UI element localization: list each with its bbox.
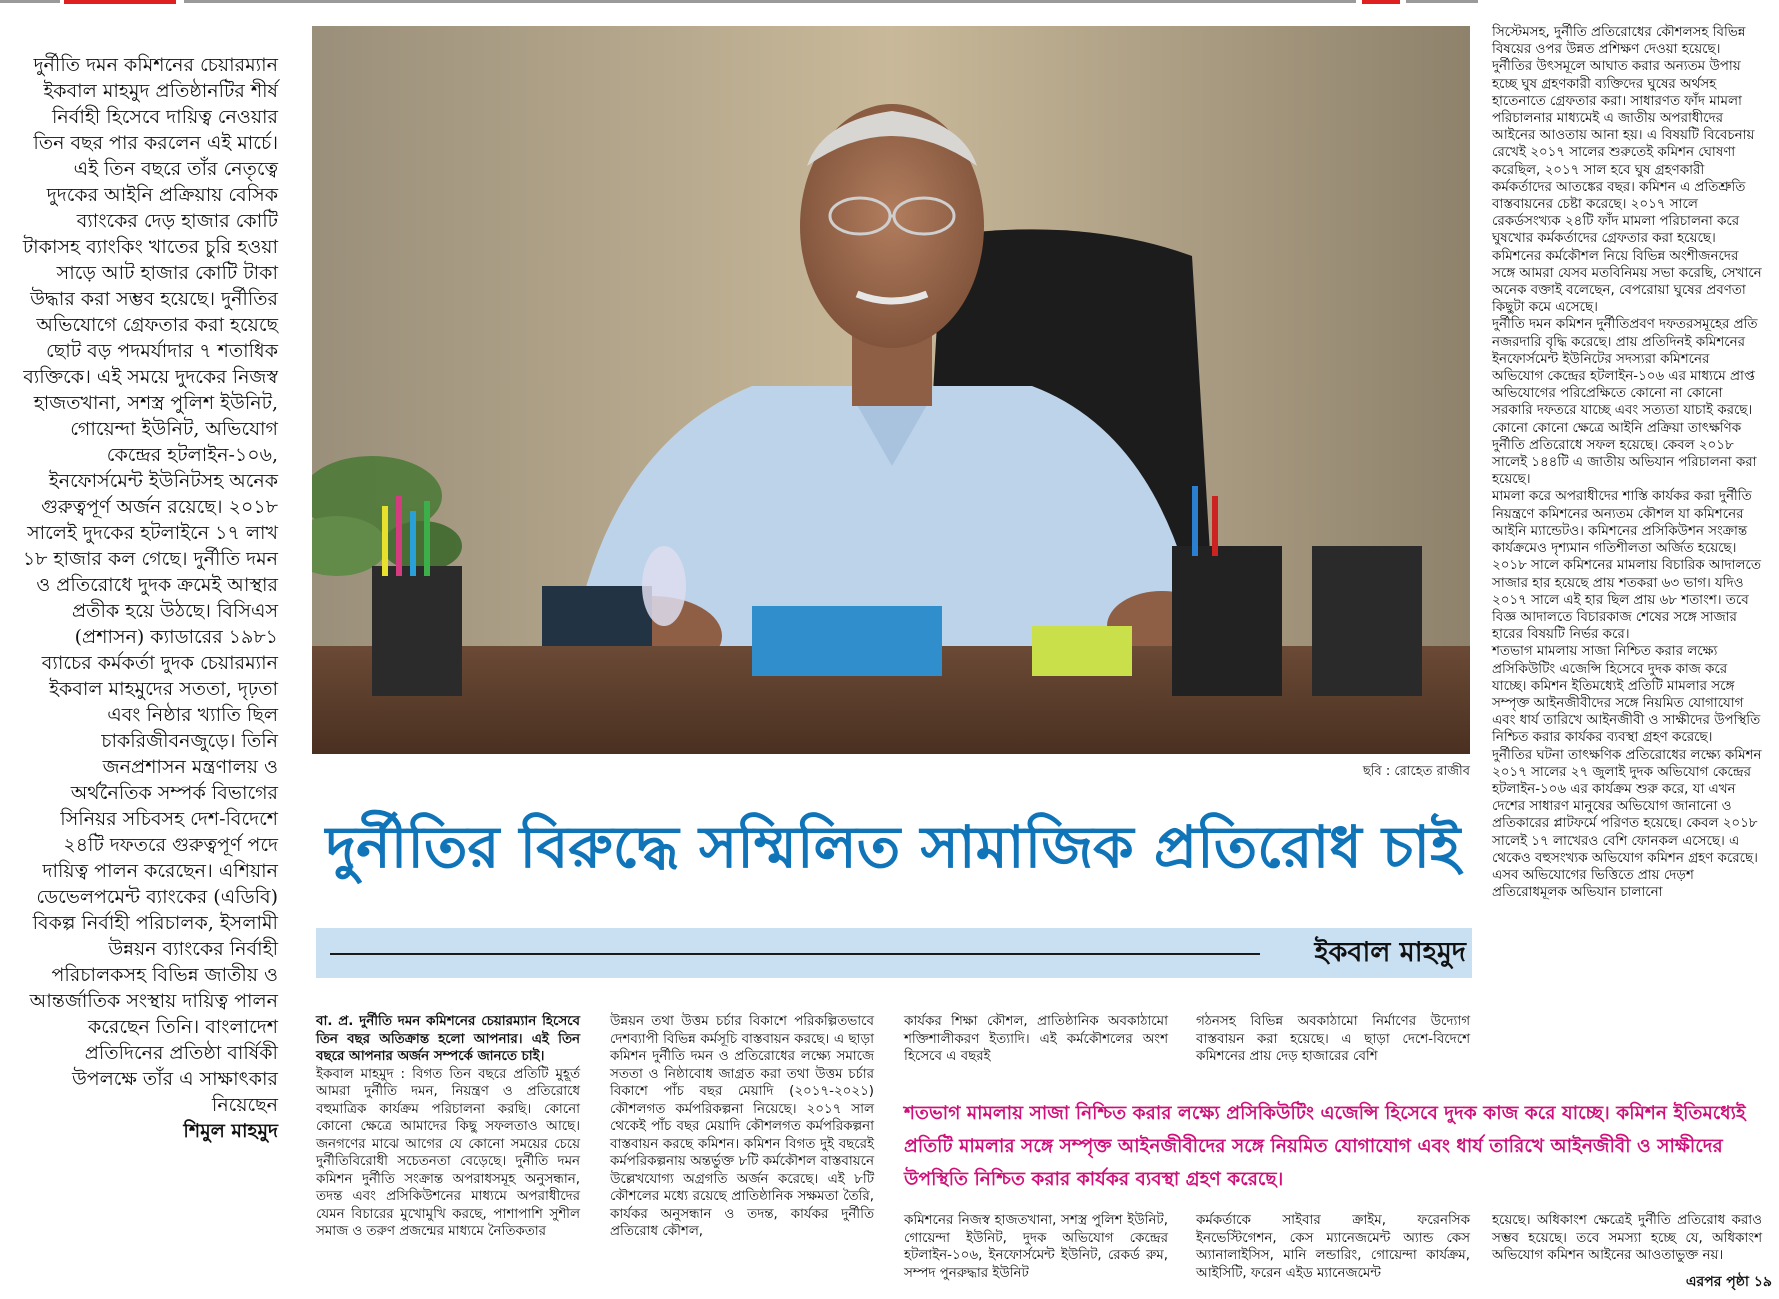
column-2-text: উন্নয়ন তথা উত্তম চর্চার বিকাশে পরিকল্পিতভাবে দেশব্যাপী বিভিন্ন কর্মসূচি বাস্তবায়ন করছে। এ ছাড়া কমিশন দুর্নীতি দমন ও প্রতিরোধের লক্ষ্যে সমাজে সততা ও নিষ্ঠাবোধ জাগ্রত করা তথা উত্তম চর্চার বিকাশে পাঁচ বছর মেয়াদি (২০১৭-২০২১) কৌশলগত কর্মপরিকল্পনা নিয়েছে। ২০১৭ সাল থেকেই পাঁচ বছর মেয়াদি কৌশলগত কর্মপরিকল্পনা বাস্তবায়ন করছে কমিশন। কমিশন বিগত দুই বছরেই কর্মপরিকল্পনায় অন্তর্ভুক্ত ৮টি কর্মকৌশল বাস্তবায়নে উল্লেখযোগ্য অগ্রগতি অর্জন করেছে। এই ৮টি কৌশলের মধ্যে রয়েছে প্রাতিষ্ঠানিক সক্ষমতা তৈরি, কার্যকর অনুসন্ধান ও তদন্ত, কার্যকর দুর্নীতি প্রতিরোধ কৌশল, — [610, 1014, 874, 1239]
byline-rule — [330, 953, 1260, 955]
intro-column — [20, 52, 278, 1144]
portrait-photo — [312, 26, 1470, 754]
pull-quote — [904, 1097, 1776, 1196]
column-3-top-text: কার্যকর শিক্ষা কৌশল, প্রাতিষ্ঠানিক অবকাঠামো শক্তিশালীকরণ ইত্যাদি। এই কর্মকৌশলের অংশ হিসেবে এ বছরই — [904, 1014, 1168, 1064]
right-para-2: দুর্নীতির উৎসমূলে আঘাত করার অন্যতম উপায় হচ্ছে ঘুষ গ্রহণকারী ব্যক্তিদের ঘুষের অর্থসহ হাতেনাতে গ্রেফতার করা। সাধারণত ফাঁদ মামলা পরিচালনার মাধ্যমেই এ জাতীয় অপরাধীদের আইনের আওতায় আনা হয়। এ বিষয়টি বিবেচনায় রেখেই ২০১৭ সালের শুরুতেই কমিশন ঘোষণা করেছিল, ২০১৭ সাল হবে ঘুষ গ্রহণকারী কর্মকর্তাদের আতঙ্কের বছর। কমিশন এ প্রতিশ্রুতি বাস্তবায়নের চেষ্টা করেছে। ২০১৭ সালে রেকর্ডসংখ্যক ২৪টি ফাঁদ মামলা পরিচালনা করে ঘুষখোর কর্মকর্তাদের গ্রেফতার করা হয়েছে। — [1492, 59, 1755, 247]
section-tab-right — [1362, 0, 1400, 4]
column-4-bottom-text: কর্মকর্তাকে সাইবার ক্রাইম, ফরেনসিক ইনভেস্টিগেশন, কেস ম্যানেজমেন্ট অ্যান্ড কেস অ্যানালাইসিস, মানি লন্ডারিং, গোয়েন্দা কার্যক্রম, আইসিটি, ফরেন এইড ম্যানেজমেন্ট — [1196, 1213, 1470, 1281]
body-column-3-bottom — [904, 1212, 1168, 1282]
column-5-bottom-text: হয়েছে। অধিকাংশ ক্ষেত্রেই দুর্নীতি প্রতিরোধ করাও সম্ভব হয়েছে। তবে সমস্যা হচ্ছে যে, অধিকাংশ অভিযোগ কমিশন আইনের আওতাভুক্ত নয়। — [1492, 1213, 1762, 1263]
headline: দুর্নীতির বিরুদ্ধে সম্মিলিত সামাজিক প্রতিরোধ চাই — [325, 813, 1461, 881]
top-rule-left — [0, 0, 60, 3]
reporter-name: শিমুল মাহমুদ — [183, 1120, 278, 1142]
body-column-1 — [316, 1013, 580, 1241]
right-para-1: সিস্টেমসহ, দুর্নীতি প্রতিরোধের কৌশলসহ বিভিন্ন বিষয়ের ওপর উন্নত প্রশিক্ষণ দেওয়া হয়েছে। — [1492, 25, 1746, 58]
body-column-2 — [610, 1013, 874, 1241]
intro-text: দুর্নীতি দমন কমিশনের চেয়ারম্যান ইকবাল মাহমুদ প্রতিষ্ঠানটির শীর্ষ নির্বাহী হিসেবে দায়িত্ব নেওয়ার তিন বছর পার করলেন এই মার্চে। এই তিন বছরে তাঁর নেতৃত্বে দুদকের আইনি প্রক্রিয়ায় বেসিক ব্যাংকের দেড় হাজার কোটি টাকাসহ ব্যাংকিং খাতের চুরি হওয়া সাড়ে আট হাজার কোটি টাকা উদ্ধার করা সম্ভব হয়েছে। দুর্নীতির অভিযোগে গ্রেফতার করা হয়েছে ছোট বড় পদমর্যাদার ৭ শতাধিক ব্যক্তিকে। এই সময়ে দুদকের নিজস্ব হাজতখানা, সশস্ত্র পুলিশ ইউনিট, গোয়েন্দা ইউনিট, অভিযোগ কেন্দ্রের হটলাইন-১০৬, ইনফোর্সমেন্ট ইউনিটসহ অনেক গুরুত্বপূর্ণ অর্জন রয়েছে। ২০১৮ সালেই দুদকের হটলাইনে ১৭ লাখ ১৮ হাজার কল গেছে। দুর্নীতি দমন ও প্রতিরোধে দুদক ক্রমেই আস্থার প্রতীক হয়ে উঠছে। বিসিএস (প্রশাসন) ক্যাডারের ১৯৮১ ব্যাচের কর্মকর্তা দুদক চেয়ারম্যান ইকবাল মাহমুদের সততা, দৃঢ়তা এবং নিষ্ঠার খ্যাতি ছিল চাকরিজীবনজুড়ে। তিনি জনপ্রশাসন মন্ত্রণালয় ও অর্থনৈতিক সম্পর্ক বিভাগের সিনিয়র সচিবসহ দেশ-বিদেশে ২৪টি দফতরে গুরুত্বপূর্ণ পদে দায়িত্ব পালন করেছেন। এশিয়ান ডেভেলপমেন্ট ব্যাংকের (এডিবি) বিকল্প নির্বাহী পরিচালক, ইসলামী উন্নয়ন ব্যাংকের নির্বাহী পরিচালকসহ বিভিন্ন জাতীয় ও আন্তর্জাতিক সংস্থায় দায়িত্ব পালন করেছেন তিনি। বাংলাদেশ প্রতিদিনের প্রতিষ্ঠা বার্ষিকী উপলক্ষে তাঁর এ সাক্ষাৎকার নিয়েছেন — [22, 54, 278, 1116]
right-para-6: শতভাগ মামলায় সাজা নিশ্চিত করার লক্ষ্যে প্রসিকিউটিং এজেন্সি হিসেবে দুদক কাজ করে যাচ্ছে। কমিশন ইতিমধ্যেই প্রতিটি মামলার সঙ্গে সম্পৃক্ত আইনজীবীদের সঙ্গে নিয়মিত যোগাযোগ এবং ধার্য তারিখে আইনজীবী ও সাক্ষীদের উপস্থিতি নিশ্চিত করার কার্যকর ব্যবস্থা গ্রহণ করেছে। — [1492, 644, 1761, 746]
section-tab-left — [64, 0, 176, 4]
body-column-5-bottom — [1492, 1212, 1762, 1265]
column-4-top-text: গঠনসহ বিভিন্ন অবকাঠামো নির্মাণের উদ্যোগ বাস্তবায়ন করা হয়েছে। এ ছাড়া দেশে-বিদেশে কমিশনের প্রায় দেড় হাজারের বেশি — [1196, 1014, 1470, 1064]
top-rule-main — [184, 0, 1356, 3]
right-para-5: মামলা করে অপরাধীদের শাস্তি কার্যকর করা দুর্নীতি নিয়ন্ত্রণে কমিশনের অন্যতম কৌশল যা কমিশনের আইনি ম্যান্ডেটও। কমিশনের প্রসিকিউশন সংক্রান্ত কার্যক্রমেও দৃশ্যমান গতিশীলতা অর্জিত হয়েছে। ২০১৮ সালে কমিশনের মামলায় বিচারিক আদালতে সাজার হার হয়েছে প্রায় শতকরা ৬৩ ভাগ। যদিও ২০১৭ সালে এই হার ছিল প্রায় ৬৮ শতাংশ। তবে বিজ্ঞ আদালতে বিচারকাজ শেষের সঙ্গে সাজার হারের বিষয়টি নির্ভর করে। — [1492, 489, 1761, 643]
interview-question: বা. প্র. দুর্নীতি দমন কমিশনের চেয়ারম্যান হিসেবে তিন বছর অতিক্রান্ত হলো আপনার। এই তিন বছরে আপনার অর্জন সম্পর্কে জানতে চাই। — [316, 1014, 580, 1064]
body-column-4-bottom — [1196, 1212, 1470, 1282]
body-column-4-top — [1196, 1013, 1470, 1066]
top-rule-right — [1406, 0, 1478, 3]
byline: ইকবাল মাহমুদ — [1314, 937, 1466, 968]
portrait-illustration — [312, 26, 1470, 754]
continued-on-page: এরপর পৃষ্ঠা ১৯ — [1685, 1274, 1772, 1290]
body-column-3-top — [904, 1013, 1168, 1066]
right-para-3: কমিশনের কর্মকৌশল নিয়ে বিভিন্ন অংশীজনদের সঙ্গে আমরা যেসব মতবিনিময় সভা করেছি, সেখানে অনেক বক্তাই বলেছেন, বেপরোয়া ঘুষের প্রবণতা কিছুটা কমে এসেছে। — [1492, 248, 1762, 316]
right-para-7: দুর্নীতির ঘটনা তাৎক্ষণিক প্রতিরোধের লক্ষ্যে কমিশন ২০১৭ সালের ২৭ জুলাই দুদক অভিযোগ কেন্দ্রের হটলাইন-১০৬ এর কার্যক্রম শুরু করে, যা এখন দেশের সাধারণ মানুষের অভিযোগ জানানো ও প্রতিকারের প্লাটফর্মে পরিণত হয়েছে। কেবল ২০১৮ সালেই ১৭ লাখেরও বেশি ফোনকল এসেছে। এ থেকেও বহুসংখ্যক অভিযোগ কমিশন গ্রহণ করেছে। এসব অভিযোগের ভিত্তিতে প্রায় দেড়শ প্রতিরোধমূলক অভিযান চালানো — [1492, 747, 1762, 901]
interview-answer: ইকবাল মাহমুদ : বিগত তিন বছরে প্রতিটি মুহূর্ত আমরা দুর্নীতি দমন, নিয়ন্ত্রণ ও প্রতিরোধে বহুমাত্রিক কার্যক্রম পরিচালনা করছি। কোনো কোনো ক্ষেত্রে আমাদের কিছু সফলতাও আছে। জনগণের মাঝে আগের যে কোনো সময়ের চেয়ে দুর্নীতিবিরোধী সচেতনতা বেড়েছে। দুর্নীতি দমন কমিশন দুর্নীতি সংক্রান্ত অপরাধসমূহ অনুসন্ধান, তদন্ত এবং প্রসিকিউশনের মাধ্যমে অপরাধীদের যেমন বিচারের মুখোমুখি করছে, পাশাপাশি সুশীল সমাজ ও তরুণ প্রজন্মের মাধ্যমে নৈতিকতার — [316, 1066, 580, 1239]
photo-credit: ছবি : রোহেত রাজীব — [1362, 764, 1470, 779]
right-para-4: দুর্নীতি দমন কমিশন দুর্নীতিপ্রবণ দফতরসমূহের প্রতি নজরদারি বৃদ্ধি করেছে। প্রায় প্রতিদিনই কমিশনের ইনফোর্সমেন্ট ইউনিটের সদস্যরা কমিশনের অভিযোগ কেন্দ্রের হটলাইন-১০৬ এর মাধ্যমে প্রাপ্ত অভিযোগের পরিপ্রেক্ষিতে কোনো না কোনো সরকারি দফতরে যাচ্ছে এবং সত্যতা যাচাই করছে। কোনো কোনো ক্ষেত্রে আইনি প্রক্রিয়া তাৎক্ষণিক দুর্নীতি প্রতিরোধে সফল হয়েছে। কেবল ২০১৮ সালেই ১৪৪টি এ জাতীয় অভিযান পরিচালনা করা হয়েছে। — [1492, 317, 1758, 488]
column-3-bottom-text: কমিশনের নিজস্ব হাজতখানা, সশস্ত্র পুলিশ ইউনিট, গোয়েন্দা ইউনিট, দুদক অভিযোগ কেন্দ্রের হটলাইন-১০৬, ইনফোর্সমেন্ট ইউনিট, রেকর্ড রুম, সম্পদ পুনরুদ্ধার ইউনিট — [904, 1213, 1168, 1281]
pull-quote-text: শতভাগ মামলায় সাজা নিশ্চিত করার লক্ষ্যে প্রসিকিউটিং এজেন্সি হিসেবে দুদক কাজ করে যাচ্ছে। কমিশন ইতিমধ্যেই প্রতিটি মামলার সঙ্গে সম্পৃক্ত আইনজীবীদের সঙ্গে নিয়মিত যোগাযোগ এবং ধার্য তারিখে আইনজীবী ও সাক্ষীদের উপস্থিতি নিশ্চিত করার কার্যকর ব্যবস্থা গ্রহণ করেছে। — [904, 1103, 1746, 1190]
right-column — [1492, 24, 1762, 901]
